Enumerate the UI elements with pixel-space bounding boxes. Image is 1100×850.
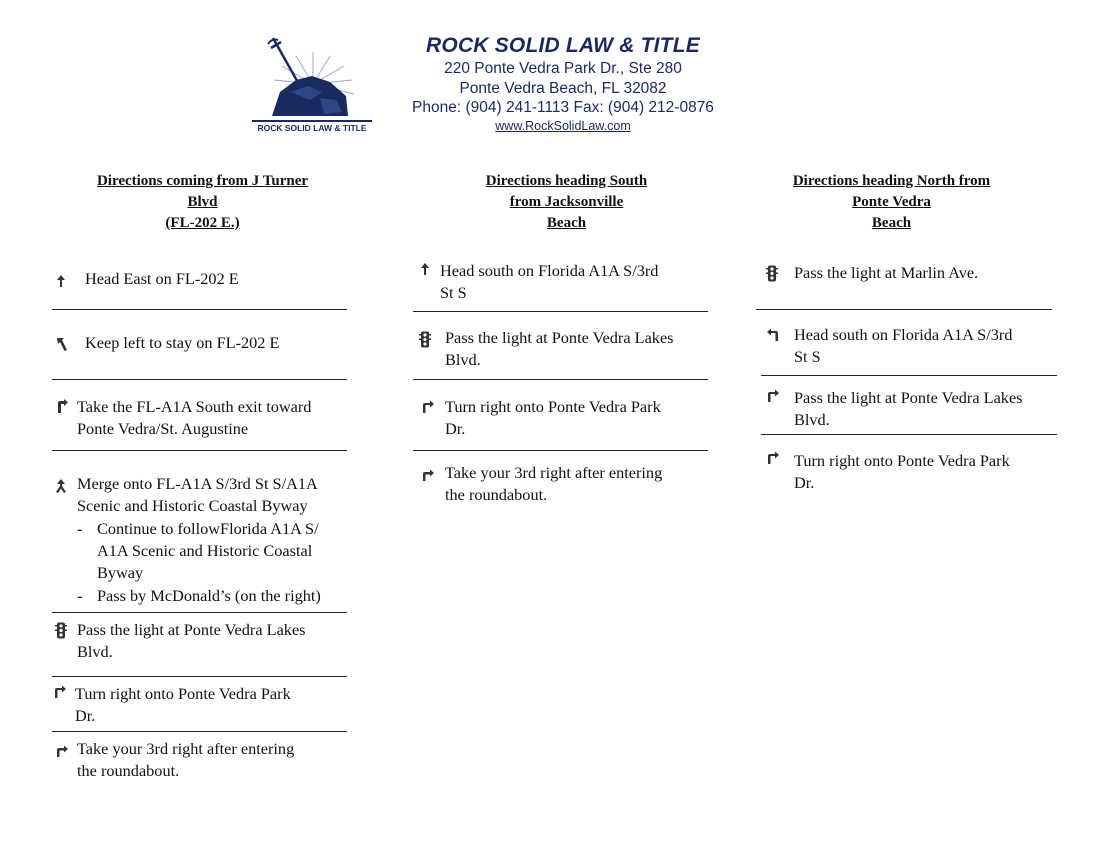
turn-right-icon bbox=[766, 451, 780, 467]
column-3-title bbox=[744, 171, 1039, 234]
step-text-line: Blvd. bbox=[445, 350, 481, 369]
divider bbox=[413, 311, 708, 312]
company-logo bbox=[250, 34, 372, 136]
divider bbox=[413, 450, 708, 451]
column-2-title-line: Beach bbox=[546, 215, 587, 231]
turn-right-icon bbox=[53, 685, 67, 701]
step-text-line: Take the FL-A1A South exit toward bbox=[77, 397, 312, 416]
step-text-line: Merge onto FL-A1A S/3rd St S/A1A bbox=[77, 474, 318, 493]
divider bbox=[52, 676, 347, 677]
column-3-title-line: Beach bbox=[871, 215, 912, 231]
keep-left-icon bbox=[55, 336, 69, 352]
traffic-light-icon bbox=[766, 265, 780, 281]
step-text-line: Keep left to stay on FL-202 E bbox=[85, 333, 280, 352]
column-2-title-line: from Jacksonville bbox=[509, 194, 624, 210]
step-text-line: Head south on Florida A1A S/3rd bbox=[794, 325, 1013, 344]
slight-right-icon bbox=[55, 398, 69, 414]
column-1-title-line: (FL-202 E.) bbox=[165, 215, 240, 231]
roundabout-right-icon bbox=[55, 744, 69, 760]
straight-arrow-icon bbox=[55, 274, 69, 290]
step-text-line: Dr. bbox=[445, 419, 466, 438]
divider bbox=[52, 379, 347, 380]
divider bbox=[761, 434, 1057, 435]
step-text-line: Pass the light at Marlin Ave. bbox=[794, 263, 979, 282]
step-text-line: the roundabout. bbox=[445, 485, 548, 504]
step-text-line: St S bbox=[794, 347, 821, 366]
turn-right-icon bbox=[421, 400, 435, 416]
step-text-line: Pass the light at Ponte Vedra Lakes bbox=[77, 620, 306, 639]
address-line-1: 220 Ponte Vedra Park Dr., Ste 280 bbox=[444, 60, 682, 77]
column-3-title-line: Directions heading North from bbox=[792, 173, 991, 189]
bullet-dash: - bbox=[77, 586, 83, 605]
divider bbox=[52, 450, 347, 451]
firm-name: ROCK SOLID LAW & TITLE bbox=[426, 34, 700, 57]
divider bbox=[756, 309, 1052, 310]
step-text-line: Turn right onto Ponte Vedra Park bbox=[445, 397, 661, 416]
letterhead bbox=[380, 32, 746, 134]
step-text-line: Blvd. bbox=[794, 410, 830, 429]
step-text-line: Dr. bbox=[75, 706, 96, 725]
logo-caption: ROCK SOLID LAW & TITLE bbox=[252, 120, 372, 133]
traffic-light-icon bbox=[55, 622, 69, 638]
column-1-title-line: Blvd bbox=[187, 194, 218, 210]
step-text-line: Scenic and Historic Coastal Byway bbox=[77, 496, 308, 515]
column-1-title-line: Directions coming from J Turner bbox=[96, 173, 309, 189]
step-text-line: Blvd. bbox=[77, 642, 113, 661]
divider bbox=[52, 731, 347, 732]
straight-arrow-icon bbox=[419, 262, 433, 278]
step-text-line: Pass the light at Ponte Vedra Lakes bbox=[445, 328, 674, 347]
divider bbox=[52, 309, 347, 310]
roundabout-right-icon bbox=[421, 468, 435, 484]
column-2-title-line: Directions heading South bbox=[485, 173, 648, 189]
step-text-line: the roundabout. bbox=[77, 761, 180, 780]
step-text-line: Turn right onto Ponte Vedra Park bbox=[75, 684, 291, 703]
step-text-line: Take your 3rd right after entering bbox=[445, 463, 663, 482]
step-text-line: Ponte Vedra/St. Augustine bbox=[77, 419, 249, 438]
sub-step-text-line: Continue to followFlorida A1A S/ bbox=[97, 519, 319, 538]
turn-right-icon bbox=[766, 389, 780, 405]
step-text-line: St S bbox=[440, 283, 467, 302]
merge-icon bbox=[55, 479, 69, 495]
column-2-title bbox=[420, 171, 713, 234]
sub-step-text-line: Pass by McDonald’s (on the right) bbox=[97, 586, 321, 605]
website-link[interactable]: www.RockSolidLaw.com bbox=[495, 118, 631, 133]
phone-fax: Phone: (904) 241-1113 Fax: (904) 212-0876 bbox=[412, 99, 714, 116]
column-1-title bbox=[55, 171, 350, 234]
column-3-title-line: Ponte Vedra bbox=[852, 194, 931, 210]
step-text-line: Turn right onto Ponte Vedra Park bbox=[794, 451, 1010, 470]
step-text-line: Head south on Florida A1A S/3rd bbox=[440, 261, 659, 280]
step-text-line: Dr. bbox=[794, 473, 815, 492]
turn-left-icon bbox=[766, 328, 780, 344]
bullet-dash: - bbox=[77, 519, 83, 538]
sub-step-text-line: A1A Scenic and Historic Coastal bbox=[97, 541, 313, 560]
address-line-2: Ponte Vedra Beach, FL 32082 bbox=[459, 79, 667, 97]
step-text-line: Pass the light at Ponte Vedra Lakes bbox=[794, 388, 1023, 407]
divider bbox=[52, 612, 347, 613]
sub-step-text-line: Byway bbox=[97, 563, 144, 582]
traffic-light-icon bbox=[419, 331, 433, 347]
step-text-line: Take your 3rd right after entering bbox=[77, 739, 295, 758]
divider bbox=[761, 375, 1057, 376]
step-text-line: Head East on FL-202 E bbox=[85, 269, 239, 288]
divider bbox=[413, 379, 708, 380]
